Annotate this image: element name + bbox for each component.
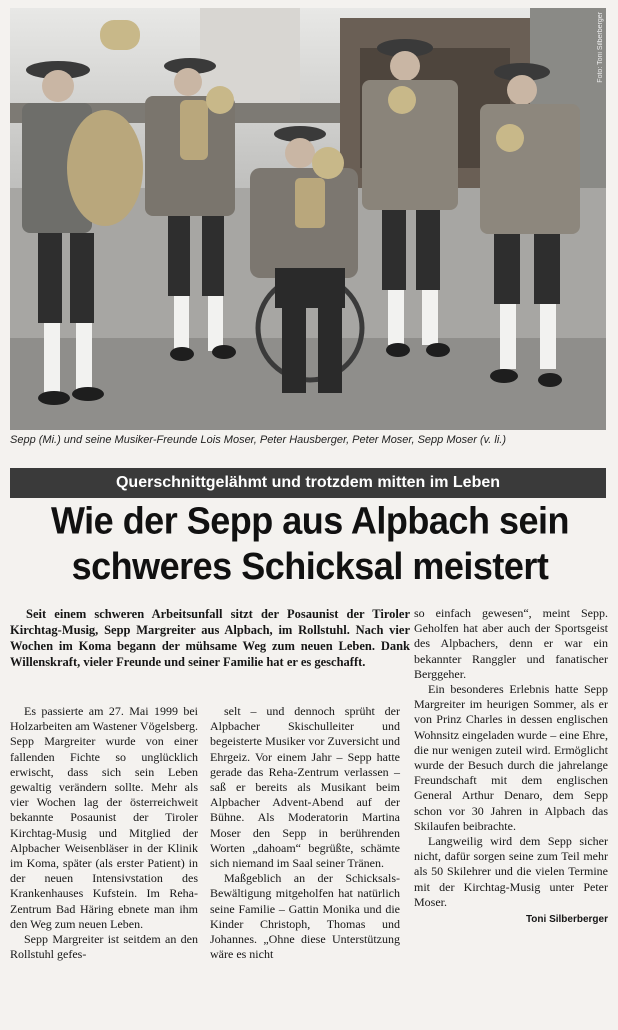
- photo-credit: Foto: Toni Silberberger: [597, 12, 604, 83]
- headline-line-2: schweres Schicksal meistert: [71, 544, 549, 588]
- article-column-1: [10, 704, 198, 962]
- paragraph: Ein besonderes Erlebnis hatte Sepp Margreiter im heurigen Sommer, als er von Prinz Charles in dessen englischen Wohnsitz eingeladen wurde – eine Ehre, die nur wenigen zuteil wird. Ermöglicht wurde der Besuch durch die jahrelange Freundschaft mit dem englischen General Arthur Denaro, dem Sepp schon vor 30 Jahren in Alpbach das Skilaufen beibrachte.: [414, 682, 608, 833]
- paragraph: selt – und dennoch sprüht der Alpbacher Skischulleiter und begeisterte Musiker vor Zuversicht und Ehrgeiz. Vor einem Jahr – Sepp hatte gerade das Reha-Zentrum verlassen – saß er bereits als Musikant beim Alpbacher Advent-Abend auf der Bühne. Als Moderatorin Martina Moser den Sepp in berührenden Worten „dahoam“ begrüßte, schämte sich niemand im Saal seiner Tränen.: [210, 704, 400, 871]
- author-byline: Toni Silberberger: [525, 914, 608, 926]
- paragraph: Langweilig wird dem Sepp sicher nicht, dafür sorgen seine zum Teil mehr als 50 Skilehrer und die vielen Termine mit der Kirchtag-Musig unter Peter Moser.: [414, 834, 608, 909]
- musicians-photo-image: [10, 8, 606, 430]
- photo-caption: Sepp (Mi.) und seine Musiker-Freunde Lois Moser, Peter Hausberger, Peter Moser, Sepp Moser (v. li.): [10, 434, 507, 446]
- main-headline: [10, 497, 610, 588]
- article-body: [10, 606, 608, 1026]
- headline-line-1: Wie der Sepp aus Alpbach sein: [51, 498, 569, 542]
- kicker-headline: Querschnittgelähmt und trotzdem mitten im Leben: [10, 468, 606, 498]
- paragraph: Es passierte am 27. Mai 1999 bei Holzarbeiten am Wastener Vögelsberg. Sepp Margreiter wurde von einer fallenden Fichte so unglücklich erwischt, dass sich sein Leben gewaltig verändern sollte. Mehr als vier Wochen lag der österreichweit bekannte Posaunist der Tiroler Kirchtag-Musig und Mitglied der Alpbacher Weisenbläser in der Klinik im Koma, später (als erster Patient) in der neuen Intensivstation des Krankenhauses Kufstein. Im Reha-Zentrum Bad Häring ebnete man ihm den Weg zum neuen Leben.: [10, 704, 198, 931]
- paragraph: Sepp Margreiter ist seitdem an den Rollstuhl gefes-: [10, 932, 198, 962]
- paragraph: so einfach gewesen“, meint Sepp. Geholfen hat aber auch der Sportsgeist des Alpbachers, denn er war ein bekannter Ranggler und fanatischer Berggeher.: [414, 606, 608, 681]
- news-photo: [10, 8, 606, 430]
- article-column-3: [414, 606, 608, 927]
- article-lead: [10, 606, 410, 670]
- paragraph: Maßgeblich an der Schicksals-Bewältigung mitgeholfen hat natürlich seine Familie – Gattin Monika und die Kinder Christoph, Thomas und Johannes. „Ohne diese Unterstützung wäre es nicht: [210, 871, 400, 962]
- article-column-2: [210, 704, 400, 962]
- lead-paragraph: Seit einem schweren Arbeitsunfall sitzt der Posaunist der Tiroler Kirchtag-Musig, Sepp Margreiter aus Alpbach, im Rollstuhl. Nach vier Wochen im Koma begann der mühsame Weg zum neuen Leben. Dank Willenskraft, vieler Freunde und seiner Familie hat er es geschafft.: [10, 607, 410, 669]
